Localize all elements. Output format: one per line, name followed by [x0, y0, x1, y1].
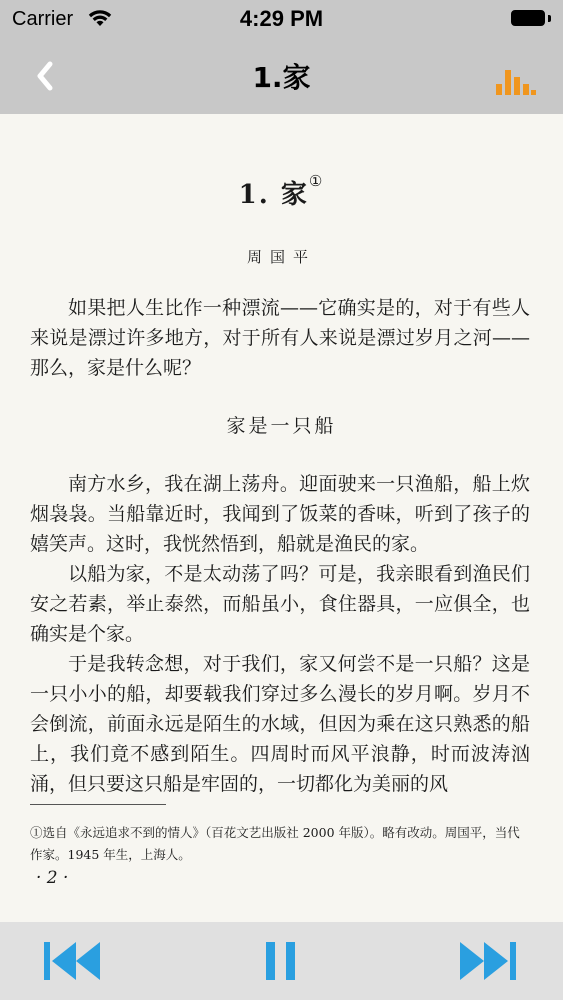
footnote-marker: ① [308, 172, 325, 190]
player-controls [0, 922, 563, 1000]
bar-chart-icon [495, 64, 537, 96]
footnote: ①选自《永远追求不到的情人》（百花文艺出版社 2000 年版）。略有改动。周国平，当代作家。1945 年生，上海人。 [30, 825, 520, 862]
paragraph-intro: 如果把人生比作一种漂流——它确实是的，对于有些人来说是漂过许多地方，对于所有人来说是漂过岁月之河——那么，家是什么呢？ [30, 297, 530, 379]
page-title: 1.家 [252, 61, 311, 94]
author-name: 周国平 [246, 248, 316, 266]
chapter-title [0, 174, 563, 211]
paragraph: 以船为家，不是太动荡了吗？可是，我亲眼看到渔民们安之若素，举止泰然，而船虽小，食住器具，一应俱全，也确实是个家。 [30, 563, 530, 645]
paragraph: 南方水乡，我在湖上荡舟。迎面驶来一只渔船，船上炊烟袅袅。当船靠近时，我闻到了饭菜的香味，听到了孩子的嬉笑声。这时，我恍然悟到，船就是渔民的家。 [30, 473, 530, 555]
section-heading: 家是一只船 [226, 415, 337, 437]
carrier-label: Carrier [12, 8, 74, 30]
pause-button[interactable] [264, 940, 300, 982]
statistics-button[interactable] [495, 64, 537, 96]
skip-next-icon [460, 940, 518, 982]
skip-previous-icon [44, 940, 104, 982]
paragraph: 于是我转念想，对于我们，家又何尝不是一只船？这是一只小小的船，却要载我们穿过多么漫长的岁月啊。岁月不会倒流，前面永远是陌生的水域，但因为乘在这只熟悉的船上，我们竟不感到陌生。四周时而风平浪静，时而波涛汹涌，但只要这只船是牢固的，一切都化为美丽的风 [30, 653, 530, 795]
chapter-title-text: 1. 家 [238, 180, 309, 210]
page-number: · 2 · [36, 868, 69, 888]
navigation-bar [0, 38, 563, 114]
pause-icon [264, 940, 300, 982]
previous-button[interactable] [44, 940, 104, 982]
status-bar [0, 0, 563, 38]
footnote-divider [30, 804, 166, 805]
next-button[interactable] [460, 940, 518, 982]
book-page [0, 114, 563, 922]
battery-icon [511, 10, 551, 28]
status-time: 4:29 PM [239, 6, 324, 31]
